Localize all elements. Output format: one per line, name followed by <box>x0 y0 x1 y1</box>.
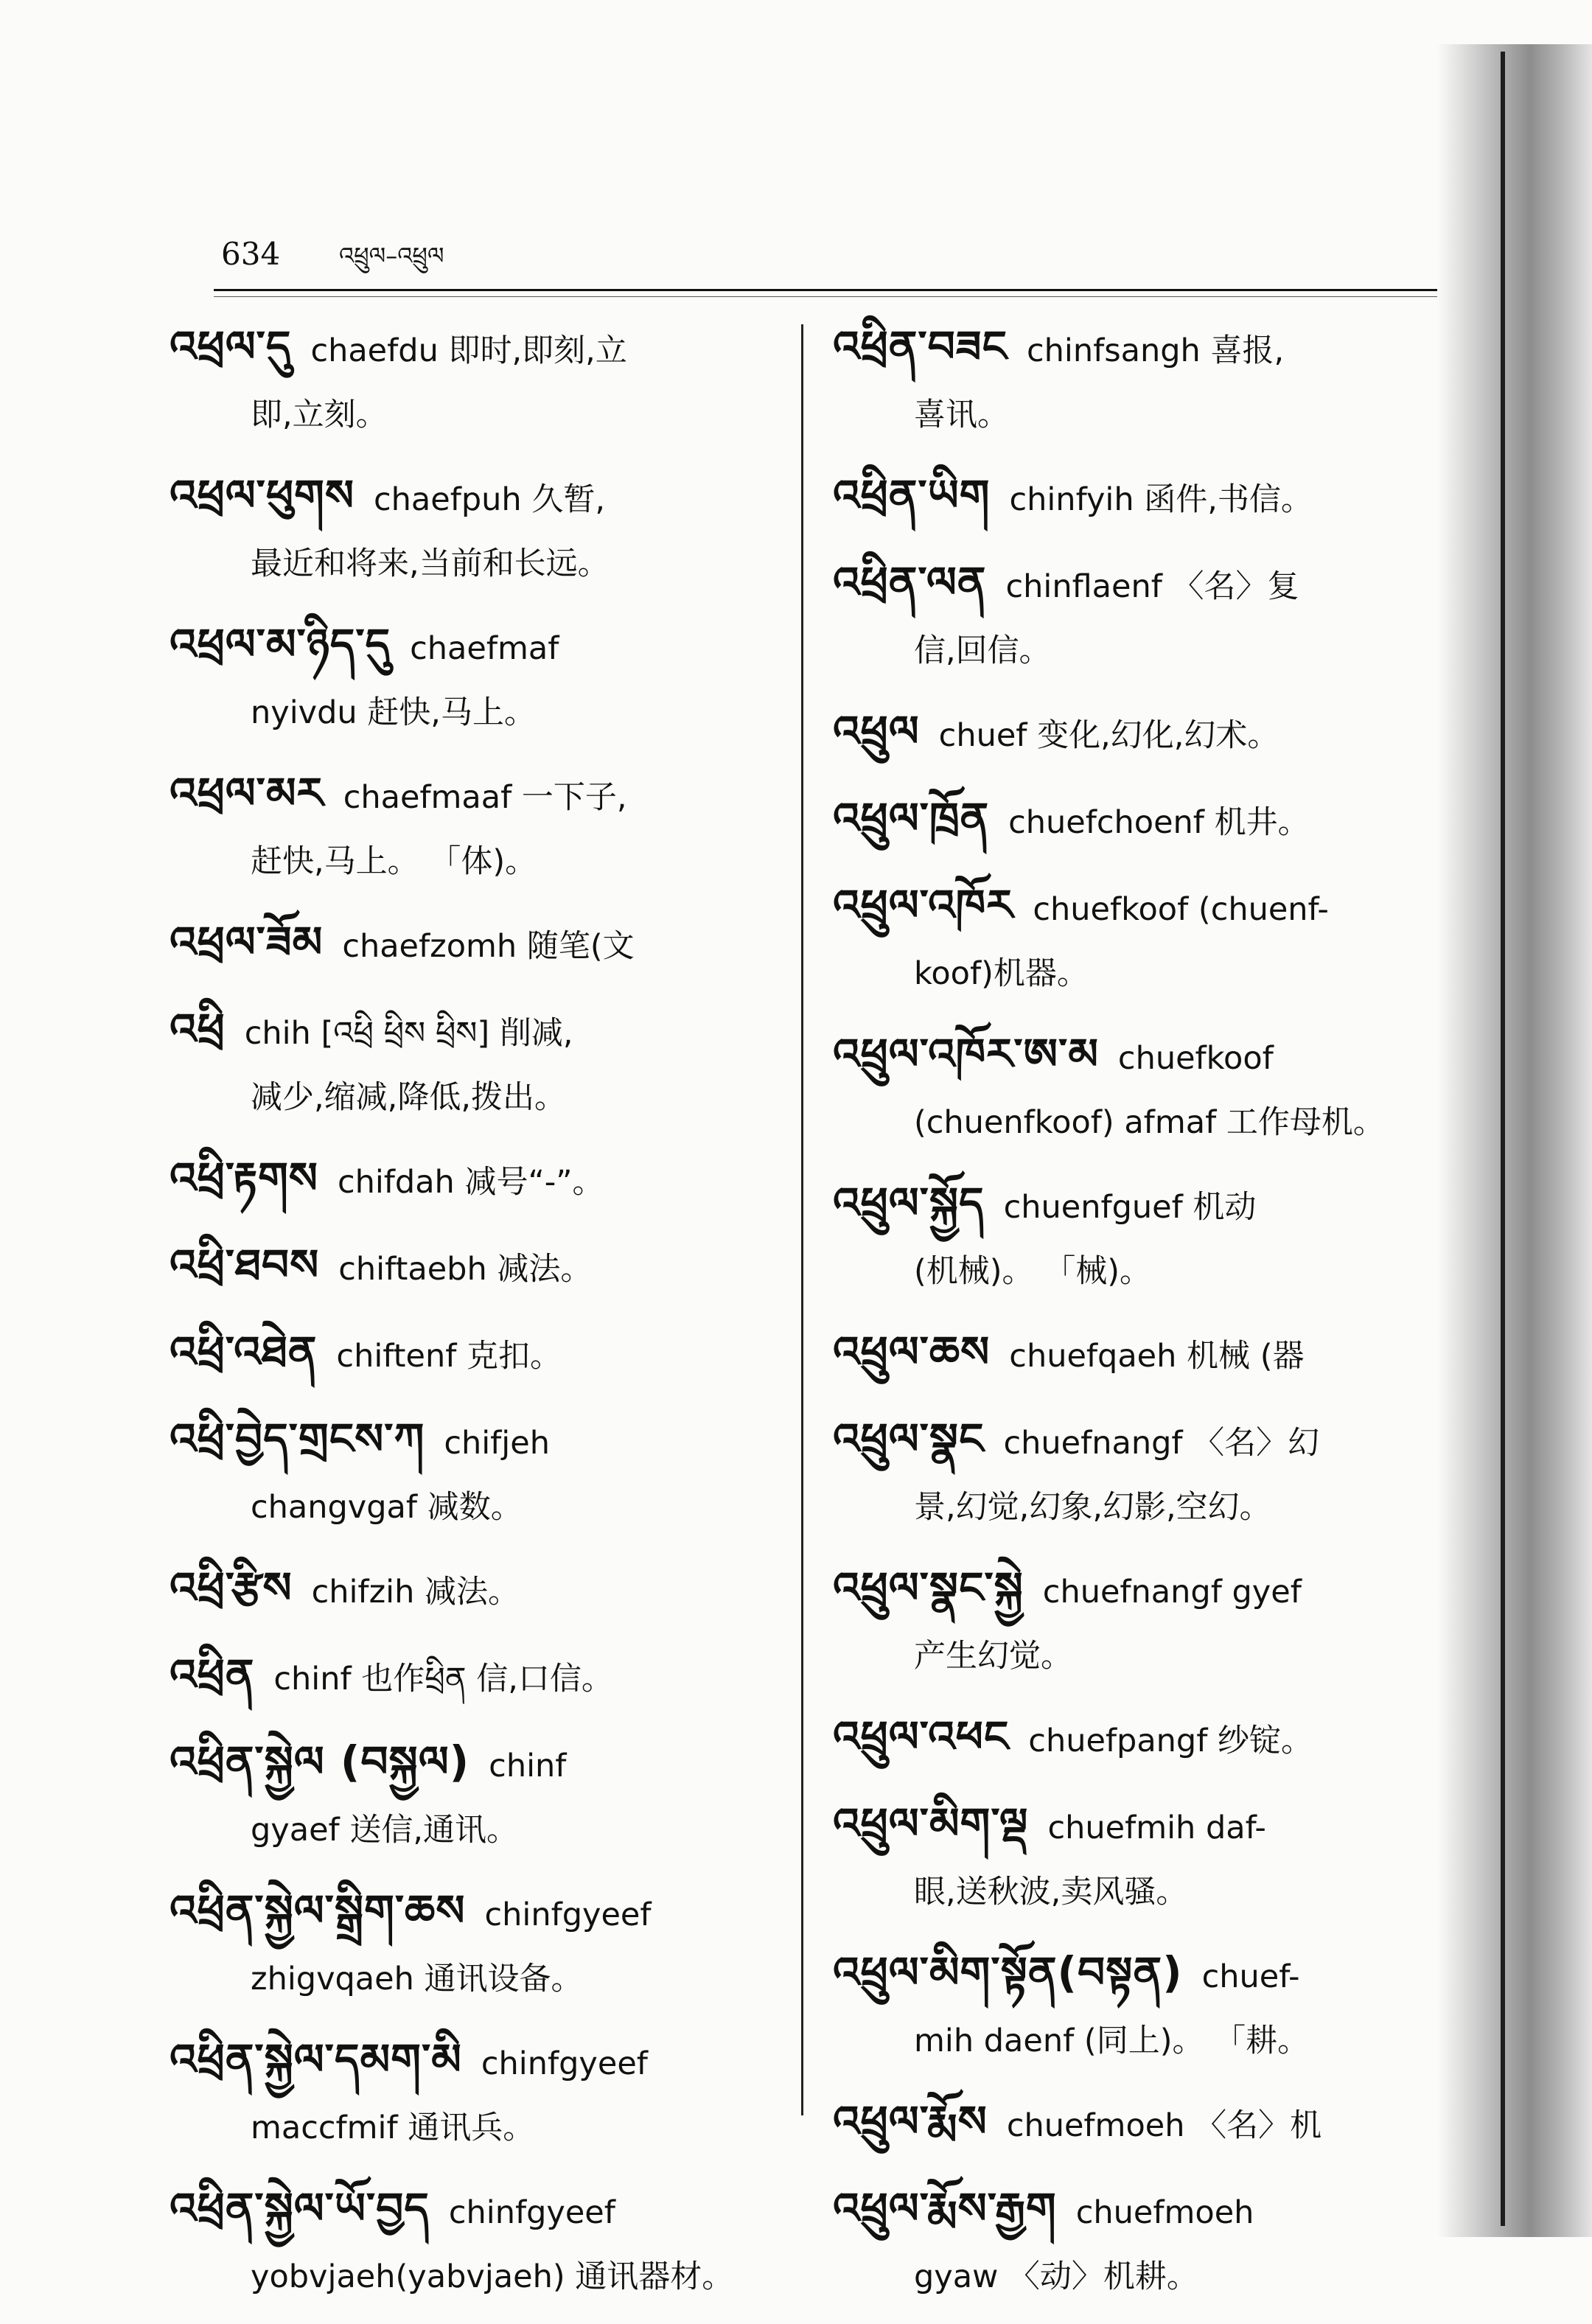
entry-definition: chiftenf 克扣。 <box>336 1338 562 1375</box>
dictionary-entry <box>170 760 781 893</box>
entry-first-line <box>833 872 1437 943</box>
entry-definition: chaefpuh 久暂, <box>374 481 605 518</box>
dictionary-entry <box>170 1554 781 1625</box>
entry-definition: chuefkoof <box>1117 1040 1274 1077</box>
entry-first-line <box>170 611 781 682</box>
entry-first-line <box>170 1406 781 1476</box>
dictionary-entry <box>833 1319 1437 1389</box>
entry-headword: འཕྲི་རྩིས <box>170 1563 293 1613</box>
entry-first-line <box>170 909 781 980</box>
entry-continuation: maccfmif 通讯兵。 <box>251 2110 535 2146</box>
dictionary-entry <box>170 1319 781 1389</box>
entry-headword: འཕྲིན་ཡིག <box>833 470 991 520</box>
entry-headword: འཕྲུལ་སྣང <box>833 1414 985 1464</box>
entry-headword: འཕྲིན་བཟང <box>833 321 1008 371</box>
dictionary-entry <box>833 698 1437 769</box>
entry-definition: chuefnangf 〈名〉幻 <box>1003 1425 1320 1462</box>
column-divider <box>801 324 803 2115</box>
entry-continuation: 赶快,马上。 「体)。 <box>251 843 537 880</box>
entry-definition: chih [འཕྲི ཕྲིས ཕྲིས] 削减, <box>244 1015 573 1052</box>
dictionary-entry <box>833 872 1437 1005</box>
entry-first-line <box>170 1728 781 1799</box>
entry-definition: chaefmaf <box>410 630 559 667</box>
entry-headword: འཕྲུལ་རྨོས <box>833 2096 988 2146</box>
dictionary-entry <box>833 785 1437 856</box>
page-edge-shadow <box>1437 44 1592 2237</box>
entry-definition: chaefzomh 随笔(文 <box>342 928 635 965</box>
entry-headword: འཕྲིན་ལན <box>833 557 987 607</box>
dictionary-entry <box>170 1232 781 1302</box>
entry-headword: འཕྲལ་དུ <box>170 321 292 371</box>
entry-first-line <box>170 1232 781 1302</box>
dictionary-entry <box>170 611 781 744</box>
entry-first-line <box>170 996 781 1067</box>
entry-first-line <box>833 1703 1437 1774</box>
entry-headword: འཕྲུལ་སྣང་སྐྱེ <box>833 1563 1024 1613</box>
entry-first-line <box>833 1170 1437 1240</box>
entry-definition: chuefmih daf- <box>1047 1810 1266 1846</box>
entry-definition: chinf 也作ཕྲིན 信,口信。 <box>273 1661 613 1697</box>
entry-first-line <box>170 1641 781 1712</box>
entry-definition: chuef 变化,幻化,幻术。 <box>938 717 1279 754</box>
entry-definition: chinfgyeef <box>448 2194 615 2231</box>
entry-first-line <box>833 1554 1437 1625</box>
entry-first-line <box>170 760 781 831</box>
entry-definition: chinfsangh 喜报, <box>1026 332 1285 369</box>
entry-headword: འཕྲུལ་ཁྲོན <box>833 793 990 843</box>
dictionary-entry <box>170 1406 781 1538</box>
entry-first-line <box>170 313 781 384</box>
entry-continuation: koof)机器。 <box>914 955 1089 992</box>
entry-continuation: 最近和将来,当前和长远。 <box>251 545 610 582</box>
entry-continuation: 景,幻觉,幻象,幻影,空幻。 <box>914 1489 1271 1526</box>
dictionary-entry <box>170 462 781 595</box>
dictionary-entry <box>170 2026 781 2159</box>
entry-definition: chuefpangf 纱锭。 <box>1028 1723 1313 1759</box>
dictionary-entry <box>833 549 1437 682</box>
entry-headword: འཕྲི་རྟགས <box>170 1153 318 1203</box>
entry-definition: chuef- <box>1201 1958 1300 1995</box>
dictionary-entry <box>833 313 1437 446</box>
entry-definition: chaefdu 即时,即刻,立 <box>310 332 627 369</box>
entry-headword: འཕྲི <box>170 1004 226 1054</box>
entry-headword: འཕྲལ་མ་ཉིད་དུ <box>170 619 391 669</box>
entry-definition: chuefmoeh <box>1075 2194 1254 2231</box>
entry-first-line <box>170 1145 781 1215</box>
entry-definition: chuenfguef 机动 <box>1003 1189 1257 1226</box>
entry-definition: chuefnangf gyef <box>1042 1574 1302 1611</box>
dictionary-entry <box>833 1554 1437 1687</box>
entry-first-line <box>170 462 781 533</box>
entry-first-line <box>833 313 1437 384</box>
running-head: འཕྲུལ–འཕྲུལ <box>339 242 444 270</box>
dictionary-entry <box>170 1728 781 1861</box>
entry-continuation: yobvjaeh(yabvjaeh) 通讯器材。 <box>251 2258 734 2295</box>
dictionary-entry <box>170 1877 781 2010</box>
entry-headword: འཕྲལ་ཕུགས <box>170 470 355 520</box>
entry-definition: chaefmaaf 一下子, <box>343 779 627 816</box>
entry-definition: chiftaebh 减法。 <box>338 1251 593 1288</box>
dictionary-entry <box>833 1170 1437 1302</box>
entry-headword: འཕྲིན་སྐྱེལ་སྒྲིག་ཆས <box>170 1885 466 1936</box>
entry-first-line <box>170 1877 781 1948</box>
page-edge-line <box>1501 52 1505 2226</box>
dictionary-entry <box>833 462 1437 533</box>
entry-headword: འཕྲུལ་སྐྱོད <box>833 1178 985 1228</box>
dictionary-entry <box>833 2175 1437 2308</box>
entry-continuation: (chuenfkoof) afmaf 工作母机。 <box>914 1104 1385 1141</box>
entry-definition: chifjeh <box>444 1425 550 1462</box>
entry-headword: འཕྲུལ་ཆས <box>833 1327 991 1377</box>
page-number: 634 <box>221 236 281 272</box>
dictionary-entry <box>833 1790 1437 1923</box>
dictionary-entry <box>170 1145 781 1215</box>
entry-first-line <box>833 698 1437 769</box>
entry-headword: འཕྲུལ་རྨོས་རྒྱག <box>833 2183 1057 2233</box>
entry-headword: འཕྲུལ་འཕང <box>833 1711 1010 1762</box>
entry-headword: འཕྲིན་སྐྱེལ་དམག་མི <box>170 2034 462 2084</box>
entry-first-line <box>833 462 1437 533</box>
dictionary-entry <box>170 2175 781 2308</box>
entry-definition: chinfgyeef <box>484 1896 652 1933</box>
dictionary-entry <box>833 1406 1437 1538</box>
entry-continuation: gyaef 送信,通讯。 <box>251 1812 519 1849</box>
entry-continuation: mih daenf (同上)。 「耕。 <box>914 2023 1310 2059</box>
entry-first-line <box>833 1021 1437 1092</box>
entry-continuation: 减少,缩减,降低,拨出。 <box>251 1079 567 1116</box>
entry-definition: chinflaenf 〈名〉复 <box>1005 568 1299 605</box>
entry-continuation: changvgaf 减数。 <box>251 1489 523 1526</box>
entry-continuation: zhigvqaeh 通讯设备。 <box>251 1961 583 1997</box>
dictionary-entry <box>833 1939 1437 2072</box>
entry-continuation: nyivdu 赶快,马上。 <box>251 694 536 731</box>
entry-headword: འཕྲལ་ཟོམ <box>170 917 324 967</box>
entry-headword: འཕྲི་ཐབས <box>170 1240 320 1290</box>
entry-continuation: 即,立刻。 <box>251 397 388 433</box>
entry-first-line <box>833 1790 1437 1861</box>
entry-first-line <box>170 1319 781 1389</box>
entry-continuation: gyaw 〈动〉机耕。 <box>914 2258 1198 2295</box>
entry-first-line <box>833 1406 1437 1476</box>
entry-continuation: (机械)。 「械)。 <box>914 1253 1151 1290</box>
entry-continuation: 喜讯。 <box>914 397 1009 433</box>
entry-first-line <box>833 2088 1437 2159</box>
entry-continuation: 眼,送秋波,卖风骚。 <box>914 1874 1188 1911</box>
entry-definition: chifdah 减号“-”。 <box>337 1164 604 1201</box>
dictionary-entry <box>170 909 781 980</box>
entry-definition: chuefchoenf 机井。 <box>1008 804 1310 841</box>
entry-first-line <box>170 2175 781 2246</box>
entry-headword: འཕྲུལ་མིག་ལྡ <box>833 1798 1029 1849</box>
dictionary-entry <box>833 2088 1437 2159</box>
entry-definition: chinf <box>489 1748 567 1784</box>
entry-definition: chuefqaeh 机械 (器 <box>1009 1338 1305 1375</box>
entry-headword: འཕྲུལ་མིག་སྟོན(བསྟན) <box>833 1947 1183 1997</box>
right-column <box>833 313 1437 2324</box>
entry-headword: འཕྲུལ <box>833 706 920 756</box>
entry-first-line <box>833 1319 1437 1389</box>
entry-headword: འཕྲིན་སྐྱེལ (བསྐྱལ) <box>170 1737 470 1787</box>
entry-headword: འཕྲི་བྱེད་གྲངས་ཀ <box>170 1414 425 1464</box>
entry-first-line <box>833 785 1437 856</box>
entry-definition: chuefmoeh 〈名〉机 <box>1006 2107 1322 2144</box>
entry-headword: འཕྲིན་སྐྱེལ་ཡོ་བྱད <box>170 2183 430 2233</box>
entry-continuation: 产生幻觉。 <box>914 1638 1072 1675</box>
entry-headword: འཕྲལ་མར <box>170 768 324 818</box>
dictionary-entry <box>170 313 781 446</box>
entry-first-line <box>833 549 1437 620</box>
dictionary-entry <box>833 1703 1437 1774</box>
header-rule <box>214 289 1437 291</box>
entry-first-line <box>833 2175 1437 2246</box>
entry-first-line <box>170 2026 781 2097</box>
entry-continuation: 信,回信。 <box>914 632 1051 669</box>
dictionary-entry <box>170 1641 781 1712</box>
header-rule-thin <box>214 296 1437 297</box>
dictionary-entry <box>833 1021 1437 1154</box>
dictionary-entry <box>170 996 781 1128</box>
entry-headword: འཕྲིན <box>170 1650 255 1700</box>
entry-headword: འཕྲུལ་འཁོར་ཨ་མ <box>833 1029 1099 1079</box>
entry-headword: འཕྲུལ་འཁོར <box>833 880 1014 930</box>
entry-headword: འཕྲི་འཐེན <box>170 1327 318 1377</box>
entry-definition: chinfyih 函件,书信。 <box>1009 481 1313 518</box>
entry-first-line <box>833 1939 1437 2010</box>
entry-first-line <box>170 1554 781 1625</box>
entry-definition: chinfgyeef <box>481 2045 648 2082</box>
left-column <box>170 313 781 2324</box>
entry-definition: chifzih 减法。 <box>311 1574 520 1611</box>
entry-definition: chuefkoof (chuenf- <box>1033 891 1329 928</box>
